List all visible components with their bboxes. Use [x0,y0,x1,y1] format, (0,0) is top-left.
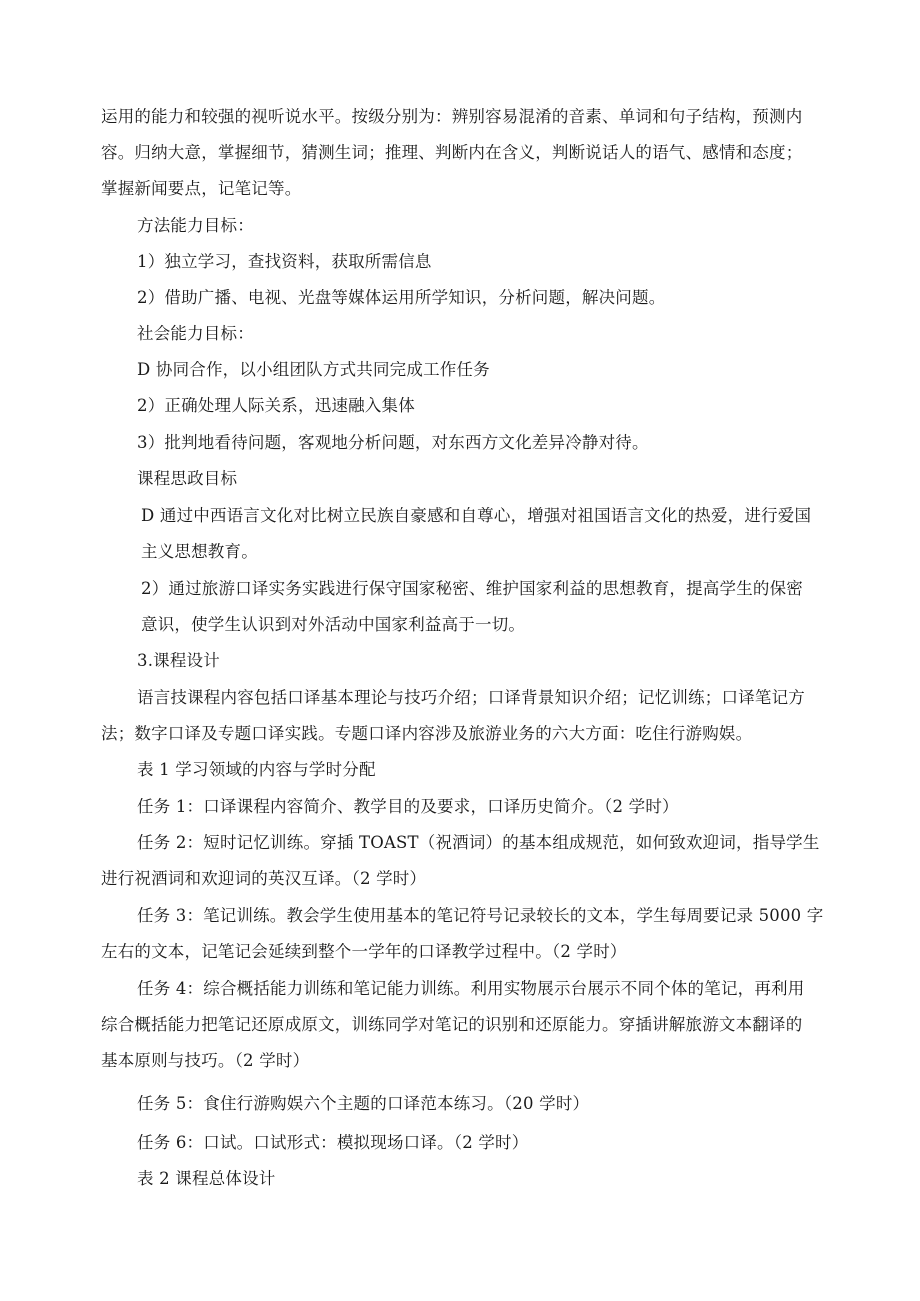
text-line: 课程思政目标 [137,469,238,488]
text-line: D 协同合作，以小组团队方式共同完成工作任务 [137,360,490,379]
text-line: 进行祝酒词和欢迎词的英汉互译。（2 学时） [101,869,427,888]
text-line: 任务 6：口试。口试形式：模拟现场口译。（2 学时） [137,1133,529,1152]
text-line: 综合概括能力把笔记还原成原文，训练同学对笔记的识别和还原能力。穿插讲解旅游文本翻译的 [101,1015,803,1034]
section-heading: 3.课程设计 [137,651,220,670]
text-line: 左右的文本，记笔记会延续到整个一学年的口译教学过程中。（2 学时） [101,942,627,961]
text-line: D 通过中西语言文化对比树立民族自豪感和自尊心，增强对祖国语言文化的热爱，进行爱国 [141,506,812,525]
table-caption: 表 1 学习领域的内容与学时分配 [137,760,376,779]
text-line: 主义思想教育。 [141,542,258,561]
text-line: 基本原则与技巧。（2 学时） [101,1051,310,1070]
text-line: 2）借助广播、电视、光盘等媒体运用所学知识，分析问题，解决问题。 [137,288,666,307]
table-caption: 表 2 课程总体设计 [137,1169,276,1188]
text-line: 1）独立学习，查找资料，获取所需信息 [137,252,432,271]
text-line: 社会能力目标： [137,324,254,343]
text-line: 2）正确处理人际关系，迅速融入集体 [137,396,415,415]
text-line: 任务 3：笔记训练。教会学生使用基本的笔记符号记录较长的文本，学生每周要记录 5000 字 [137,906,824,925]
text-line: 任务 4：综合概括能力训练和笔记能力训练。利用实物展示台展示不同个体的笔记，再利用 [137,979,805,998]
text-line: 任务 5：食住行游购娱六个主题的口译范本练习。（20 学时） [137,1094,590,1113]
text-line: 法；数字口译及专题口译实践。专题口译内容涉及旅游业务的六大方面：吃住行游购娱。 [101,724,753,743]
text-line: 3）批判地看待问题，客观地分析问题，对东西方文化差异冷静对待。 [137,433,649,452]
text-line: 2）通过旅游口译实务实践进行保守国家秘密、维护国家利益的思想教育，提高学生的保密 [141,579,803,598]
text-line: 语言技课程内容包括口译基本理论与技巧介绍；口译背景知识介绍；记忆训练；口译笔记方 [137,688,805,707]
text-line: 任务 1：口译课程内容简介、教学目的及要求，口译历史简介。（2 学时） [137,797,679,816]
text-line: 容。归纳大意，掌握细节，猜测生词；推理、判断内在含义，判断说话人的语气、感情和态度； [101,143,803,162]
text-line: 掌握新闻要点，记笔记等。 [101,179,302,198]
text-line: 方法能力目标： [137,216,254,235]
text-line: 意识，使学生认识到对外活动中国家利益高于一切。 [141,615,526,634]
text-line: 任务 2：短时记忆训练。穿插 TOAST（祝酒词）的基本组成规范，如何致欢迎词，指导学生 [137,833,820,852]
text-line: 运用的能力和较强的视听说水平。按级分别为：辨别容易混淆的音素、单词和句子结构，预测内 [101,107,803,126]
